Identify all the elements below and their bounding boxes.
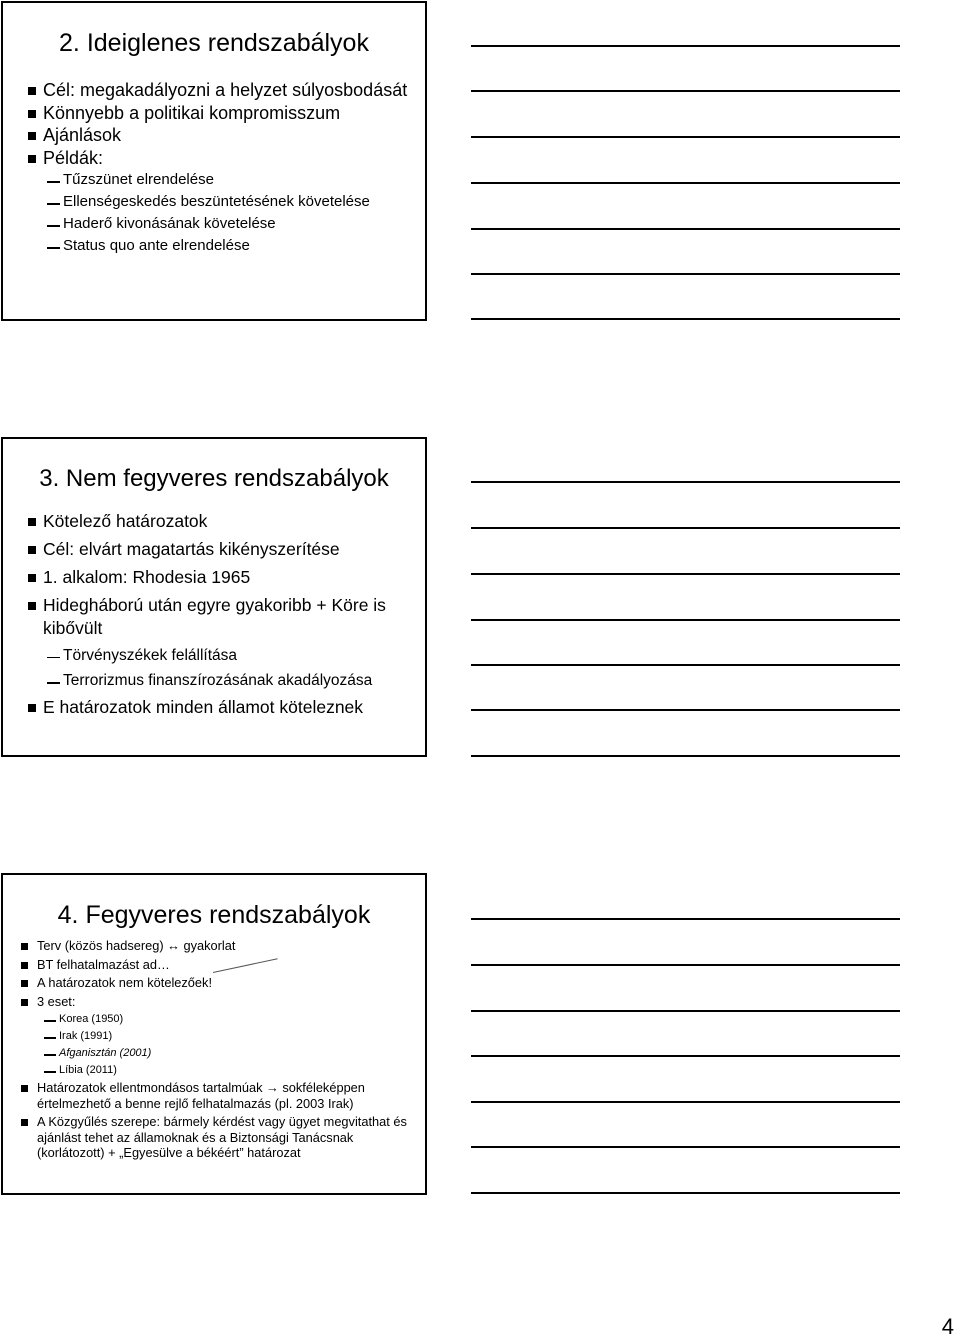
note-line	[471, 1146, 900, 1148]
bullet-list	[3, 79, 419, 257]
note-line	[471, 619, 900, 621]
bullet-item: A Közgyűlés szerepe: bármely kérdést vagy ügyet megvitathat és ajánlást tehet az államoknak és a Biztonsági Tanácsnak (korlátozott) + „Egyesülve a békéért” határozat	[3, 1114, 419, 1161]
sub-bullet-item: Afganisztán (2001)	[3, 1046, 419, 1061]
note-line	[471, 481, 900, 483]
sub-bullet-item: Tűzszünet elrendelése	[3, 169, 419, 191]
note-line	[471, 182, 900, 184]
sub-bullet-item: Törvényszékek felállítása	[3, 645, 419, 668]
sub-bullet-item: Korea (1950)	[3, 1012, 419, 1027]
sub-bullet-item: Ellenségeskedés beszüntetésének követelése	[3, 191, 419, 213]
slide-4-fegyveres-rendszabalyok	[1, 873, 427, 1195]
note-line	[471, 273, 900, 275]
note-line	[471, 527, 900, 529]
note-line	[471, 90, 900, 92]
slide-title: 4. Fegyveres rendszabályok	[57, 901, 371, 929]
note-line	[471, 964, 900, 966]
note-line	[471, 45, 900, 47]
bullet-item: BT felhatalmazást ad…	[3, 957, 419, 973]
bullet-item: Kötelező határozatok	[3, 510, 419, 533]
note-line	[471, 1192, 900, 1194]
slide-title: 3. Nem fegyveres rendszabályok	[39, 465, 389, 492]
bullet-item: Példák:	[3, 147, 419, 170]
note-line	[471, 918, 900, 920]
note-line	[471, 573, 900, 575]
slide-title: 2. Ideiglenes rendszabályok	[59, 29, 369, 57]
bullet-item: Cél: elvárt magatartás kikényszerítése	[3, 538, 419, 561]
note-line	[471, 1010, 900, 1012]
note-line	[471, 228, 900, 230]
slide-2-ideiglenes-rendszabalyok	[1, 1, 427, 321]
note-line	[471, 755, 900, 757]
bullet-item: Cél: megakadályozni a helyzet súlyosbodását	[3, 79, 419, 102]
sub-bullet-item: Líbia (2011)	[3, 1063, 419, 1078]
bullet-item: 3 eset:	[3, 994, 419, 1010]
note-line	[471, 1101, 900, 1103]
bullet-list	[3, 938, 419, 1164]
bullet-list	[3, 510, 419, 724]
bullet-item: Ajánlások	[3, 124, 419, 147]
note-line	[471, 318, 900, 320]
sub-bullet-item: Haderő kivonásának követelése	[3, 213, 419, 235]
bullet-item: E határozatok minden államot köteleznek	[3, 696, 419, 719]
note-line	[471, 136, 900, 138]
note-line	[471, 1055, 900, 1057]
page-number: 4	[941, 1314, 954, 1339]
bullet-item: Hidegháború után egyre gyakoribb + Köre is kibővült	[3, 594, 419, 639]
sub-bullet-item: Status quo ante elrendelése	[3, 235, 419, 257]
bullet-item: Könnyebb a politikai kompromisszum	[3, 102, 419, 125]
sub-bullet-item: Irak (1991)	[3, 1029, 419, 1044]
bullet-item: A határozatok nem kötelezőek!	[3, 975, 419, 991]
sub-bullet-item: Terrorizmus finanszírozásának akadályozása	[3, 670, 419, 693]
bullet-item: 1. alkalom: Rhodesia 1965	[3, 566, 419, 589]
bullet-item: Terv (közös hadsereg) ↔ gyakorlat	[3, 938, 419, 954]
note-line	[471, 664, 900, 666]
bullet-item: Határozatok ellentmondásos tartalmúak → sokféleképpen értelmezhető a benne rejlő felhatalmazás (pl. 2003 Irak)	[3, 1080, 419, 1111]
note-line	[471, 709, 900, 711]
slide-3-nem-fegyveres-rendszabalyok	[1, 437, 427, 757]
